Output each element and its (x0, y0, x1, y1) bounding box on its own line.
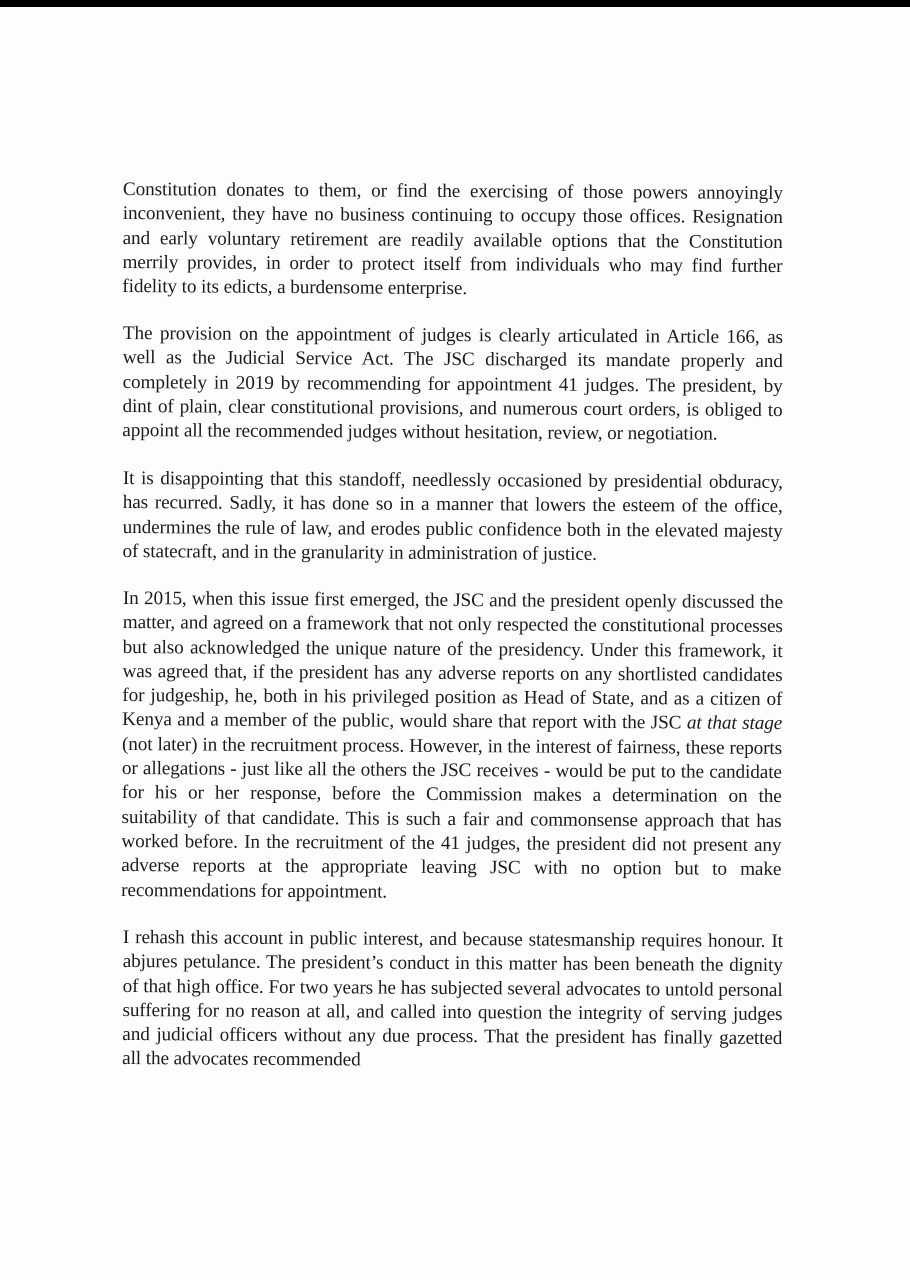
paragraph-standoff: It is disappointing that this standoff, needlessly occasioned by presidential obduracy, has recurred. Sadly, it has done so in a manner that lowers the esteem of the office, undermines the rule of law, and erodes public confidence both in the elevated majesty of statecraft, and in the granularity in administration of justice. (122, 467, 783, 565)
paragraph-text: In 2015, when this issue first emerged, the JSC and the president openly discussed the matter, and agreed on a framework that not only respected the constitutional processes but also acknowledged the unique nature of the presidency. Under this framework, it was agreed that, if the president has any adverse reports on any shortlisted candidates for judgeship, he, both in his privileged position as Head of State, and as a citizen of Kenya and a member of the public, would share that report with the JSC (122, 588, 783, 735)
paragraph-resignation: Constitution donates to them, or find the exercising of those powers annoyingly inconvenient, they have no business continuing to occupy those offices. Resignation and early voluntary retirement are readily available options that the Constitution merrily provides, in order to protect itself from individuals who may find further fidelity to its edicts, a burdensome enterprise. (122, 178, 783, 300)
paragraph-2015-framework (121, 587, 783, 907)
scan-top-border (0, 0, 910, 7)
document-page (123, 178, 783, 1095)
paragraph-text: (not later) in the recruitment process. However, in the interest of fairness, these reports or allegations - just like all the others the JSC receives - would be put to the candidate for his or her response, before the Commission makes a determination on the suitability of that candidate. This is such a fair and commonsense approach that has worked before. In the recruitment of the 41 judges, the president did not present any adverse reports at the appropriate leaving JSC with no option but to make recommendations for appointment. (121, 733, 783, 903)
paragraph-appointment-provision: The provision on the appointment of judges is clearly articulated in Article 166, as well as the Judicial Service Act. The JSC discharged its mandate properly and completely in 2019 by recommending for appointment 41 judges. The president, by dint of plain, clear constitutional provisions, and numerous court orders, is obliged to appoint all the recommended judges without hesitation, review, or negotiation. (122, 323, 783, 446)
emphasis-text: at that stage (686, 713, 783, 735)
paragraph-statesmanship: I rehash this account in public interest, and because statesmanship requires honour. It abjures petulance. The president’s conduct in this matter has been beneath the dignity of that high office. For two years he has subjected several advocates to untold personal suffering for no reason at all, and called into question the integrity of serving judges and judicial officers without any due process. That the president has finally gazetted all the advocates recommended (122, 927, 783, 1071)
